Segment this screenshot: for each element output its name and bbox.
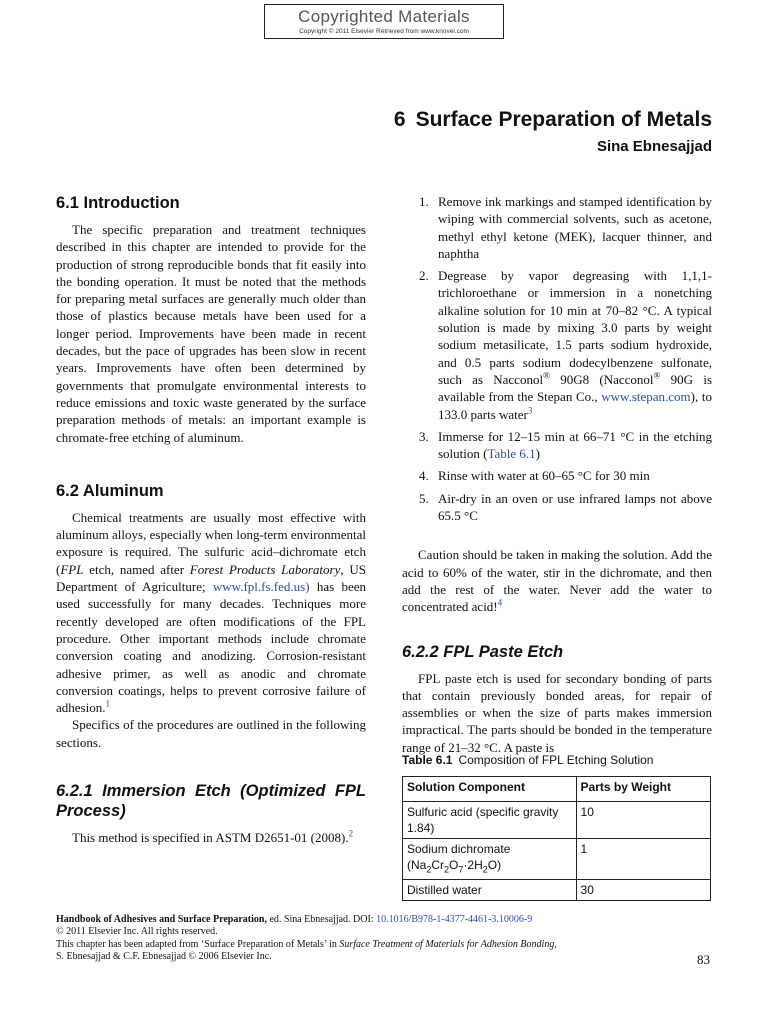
aluminum-heading: 6.2 Aluminum [56,481,164,500]
table-cell-component: Sodium dichromate $(Na_2Cr_2O_7\cdot 2H_2O)$ [403,839,577,880]
table-cell-parts: 30 [576,880,710,901]
ref-1[interactable]: 1 [105,698,110,709]
aluminum-paragraph-2: Specifics of the procedures are outlined in the following sections. [56,717,366,750]
table-row [403,839,711,880]
table-row [403,880,711,901]
caution-paragraph: Caution should be taken in making the solution. Add the acid to 60% of the water, stir in the dichromate, and then add the rest of the water. Never add the water to concentrated acid!$^4$ [402,547,712,615]
composition-table [402,776,711,901]
table-cell-parts: 10 [576,802,710,839]
step-3: 3. Immerse for 12–15 min at 66–71 °C in the etching solution (Table 6.1) [419,428,712,462]
table-header-parts: Parts by Weight [576,777,710,802]
footer-citation: Handbook of Adhesives and Surface Preparation, ed. Sina Ebnesajjad. DOI: 10.1016/B978-1-4377-4461-3.10006-9 [56,914,533,925]
table-caption [402,753,653,767]
table-label: Table 6.1 [402,753,453,767]
aluminum-paragraph-1: Chemical treatments are usually most effective with aluminum alloys, especially when long-term environmental exposure is required. The sulfuric acid–dichromate etch (FPL etch, named after Forest Products Laboratory, US Department of Agriculture; www.fpl.fs.fed.us) has been used successfully for many decades. Techniques more recently developed are often modifications of the FPL procedure. Other important methods include chromate conversion coating and anodizing. Corrosion-resistant adhesive primer, as well as anodic and chromate conversion coatings, helps to prevent corrosive failure of adhesion.$^1$ [56,509,366,716]
footer-adapted: This chapter has been adapted from ‘Surface Preparation of Metals’ in Surface Treatment of Materials for Adhesion Bonding, [56,938,557,950]
paste-heading: 6.2.2 FPL Paste Etch [402,642,564,661]
footer-notes [56,914,716,964]
footer-copyright-2: S. Ebnesajjad & C.F. Ebnesajjad © 2006 Elsevier Inc. [56,951,272,963]
banner-title: Copyrighted Materials [298,7,470,26]
table-caption-text: Composition of FPL Etching Solution [458,753,654,767]
ref-2[interactable]: 2 [348,828,354,839]
table-header-row [403,777,711,802]
table-cell-component: Distilled water [403,880,577,901]
chapter-author: Sina Ebnesajjad [596,138,712,155]
table-row [403,802,711,839]
doi-link[interactable]: 10.1016/B978-1-4377-4461-3.10006-9 [376,914,533,925]
intro-paragraph: The specific preparation and treatment techniques described in this chapter are intended to provide for the production of strong reproducible bonds that fit easily into the bonding operation. It must be noted that the methods for preparing metal surfaces are generally much older than those of plastics because metals have been used for a longer period. Improvements have been made in recent decades, but the pace of upgrades has been slow in recent years. Improvements have often been determined by governments that promulgate environmental interests to reduce emissions and toxic waste generated by the surface preparation methods of metals: an important example is chromate-free etching of aluminum. [56,222,366,445]
immersion-paragraph: This method is specified in ASTM D2651-01 (2008).$^2$ [72,828,354,846]
chapter-title [394,108,712,132]
table-cell-parts: 1 [576,839,710,880]
step-5: 5. Air-dry in an oven or use infrared lamps not above 65.5 °C [419,490,712,524]
stepan-link[interactable]: www.stepan.com [601,389,691,405]
intro-heading: 6.1 Introduction [56,194,180,212]
page-number: 83 [697,952,710,967]
paste-paragraph: FPL paste etch is used for secondary bonding of parts that contain previously bonded areas, for repair of assemblies or when the size of parts makes immersion impractical. The parts should be bonded in the temperature range of 21–32 °C. A paste is [402,670,712,755]
ref-3[interactable]: 3 [527,405,533,416]
step-1: 1. Remove ink markings and stamped identification by wiping with commercial solvents, such as acetone, methyl ethyl ketone (MEK), lacquer thinner, and naphtha [419,194,712,261]
procedure-steps [402,193,712,524]
table-header-component: Solution Component [403,777,577,802]
chapter-number: 6 [393,108,406,131]
table-cell-component: Sulfuric acid (specific gravity 1.84) [403,802,577,839]
immersion-heading: 6.2.1 Immersion Etch (Optimized FPL Process) [56,782,366,821]
fpl-link[interactable]: www.fpl.fs.fed.us) [212,579,310,595]
banner-subtitle: Copyright © 2011 Elsevier Retrieved from www.knovel.com [299,28,469,35]
table-6-1-link[interactable]: Table 6.1 [487,446,536,462]
copyright-banner [264,4,504,39]
footer-copyright: © 2011 Elsevier Inc. All rights reserved. [56,926,218,938]
step-2: 2. Degrease by vapor degreasing with 1,1,1-trichloroethane or immersion in a nonetching alkaline solution for 10 min at 70–82 °C. A typical solution is made by mixing 3.0 parts by weight sodium metasilicate, 1.5 parts sodium hydroxide, and 0.5 parts sodium dodecylbenzene sulfonate, such as Nacconol® 90G8 (Nacconol® 90G is available from the Stepan Co., www.stepan.com), to 133.0 parts water$^3$ [419,268,713,422]
chapter-title-text: Surface Preparation of Metals [415,108,712,131]
right-column [402,193,712,756]
ref-4[interactable]: 4 [497,597,503,608]
left-column [56,193,366,846]
step-4: 4. Rinse with water at 60–65 °C for 30 min [419,468,650,484]
